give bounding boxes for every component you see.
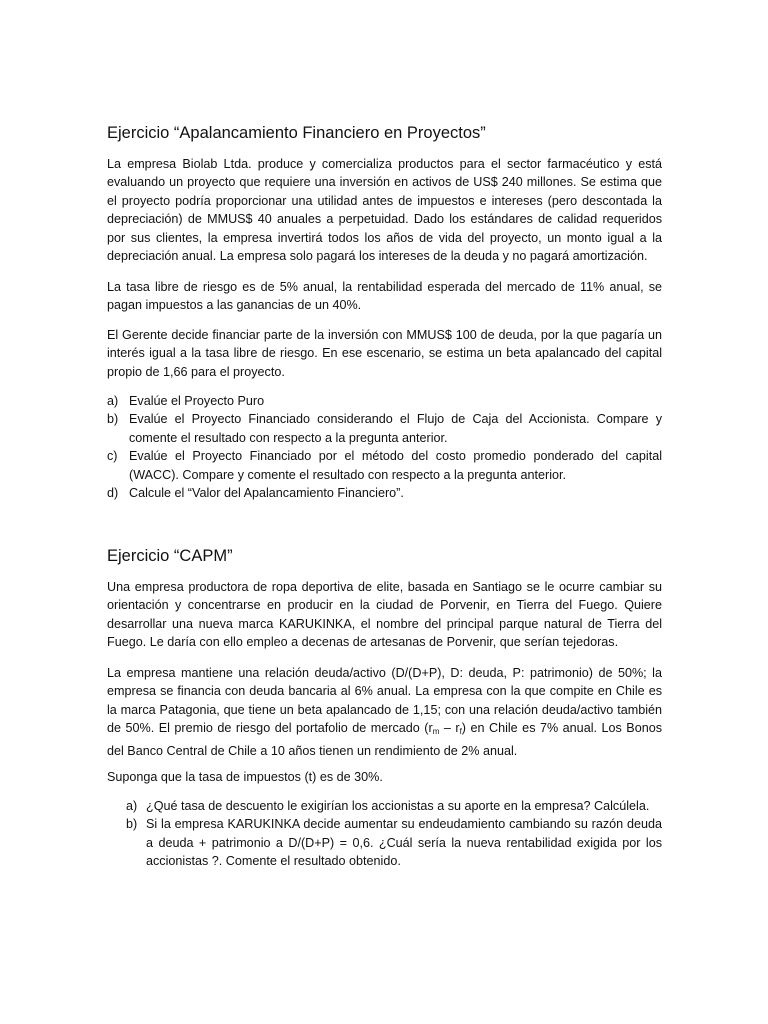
list-item: d) Calcule el “Valor del Apalancamiento Financiero”. xyxy=(107,486,404,501)
exercise1-paragraph3: El Gerente decide financiar parte de la inversión con MMUS$ 100 de deuda, por la que pagaría un interés igual a la tasa libre de riesgo. En ese escenario, se estima un beta apalancado del capital propio de 1,66 para el proyecto. xyxy=(107,328,662,379)
list-item: a) ¿Qué tasa de descuento le exigirían los accionistas a su aporte en la empresa? Calcúlela. xyxy=(126,799,650,813)
list-item: b) Evalúe el Proyecto Financiado considerando el Flujo de Caja del Accionista. Compare y comente el resultado con respecto a la pregunta anterior. xyxy=(107,412,662,445)
exercise1-paragraph1: La empresa Biolab Ltda. produce y comercializa productos para el sector farmacéutico y está evaluando un proyecto que requiere una inversión en activos de US$ 240 millones. Se estima que el proyecto podría proporcionar una utilidad antes de impuestos e intereses (pero descontada la depreciación) de MMUS$ 40 anuales a perpetuidad. Dado los estándares de calidad requeridos por sus clientes, la empresa invertirá todos los años de vida del proyecto, un monto igual a la depreciación anual. La empresa solo pagará los intereses de la deuda y no pagará amortización. xyxy=(107,157,662,264)
exercise2-title: Ejercicio “CAPM” xyxy=(107,547,233,565)
exercise2-paragraph3: Suponga que la tasa de impuestos (t) es de 30%. xyxy=(107,770,383,784)
list-item: b) Si la empresa KARUKINKA decide aumentar su endeudamiento cambiando su razón deuda a deuda + patrimonio a D/(D+P) = 0,6. ¿Cuál sería la nueva rentabilidad exigida por los accionistas ?. Comente el resultado obtenido. xyxy=(126,817,662,869)
list-item: c) Evalúe el Proyecto Financiado por el método del costo promedio ponderado del capital (WACC). Compare y comente el resultado con respecto a la pregunta anterior. xyxy=(107,449,662,482)
exercise2-paragraph2: La empresa mantiene una relación deuda/activo (D/(D+P), D: deuda, P: patrimonio) de 50%; la empresa se financia con deuda bancaria al 6% anual. La empresa con la que compite en Chile es la marca Patagonia, que tiene un beta apalancado de 1,15; con una relación deuda/activo también de 50%. El premio de riesgo del portafolio de mercado $(r_m - r_f)$ en Chile es 7% anual. Los Bonos del Banco Central de Chile a 10 años tienen un rendimiento de 2% anual. xyxy=(107,666,662,758)
exercise2-question-list xyxy=(107,797,662,871)
list-item: a) Evalúe el Proyecto Puro xyxy=(107,394,265,408)
exercise2-paragraph1: Una empresa productora de ropa deportiva de elite, basada en Santiago se le ocurre cambiar su orientación y concentrarse en producir en la ciudad de Porvenir, en Tierra del Fuego. Quiere desarrollar una nueva marca KARUKINKA, el nombre del principal parque natural de Tierra del Fuego. Le daría con ello empleo a decenas de artesanas de Porvenir, que serían tejedoras. xyxy=(107,580,662,650)
exercise1-title: Ejercicio “Apalancamiento Financiero en Proyectos” xyxy=(107,124,486,142)
exercise1-question-list xyxy=(107,392,662,502)
exercise1-paragraph2: La tasa libre de riesgo es de 5% anual, la rentabilidad esperada del mercado de 11% anual, se pagan impuestos a las ganancias de un 40%. xyxy=(107,280,662,313)
